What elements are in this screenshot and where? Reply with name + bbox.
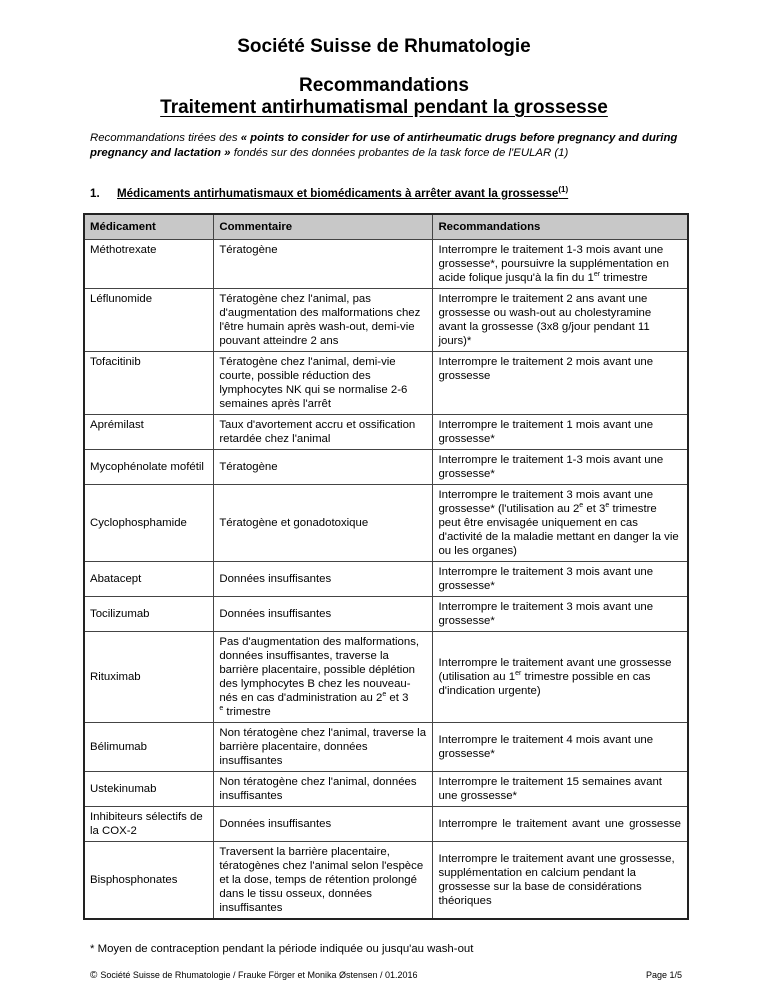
table-row: [84, 415, 688, 450]
table-row: [84, 632, 688, 723]
comment-cell: Tératogène: [214, 450, 433, 485]
drug-cell: Tocilizumab: [84, 597, 214, 632]
comment-text-mid: et 3: [386, 692, 409, 704]
recommendation-cell: [433, 632, 688, 723]
rec-sup: er: [515, 670, 522, 678]
recommendation-cell: Interrompre le traitement 2 ans avant une grossesse ou wash-out au cholestyramine avant la grossesse (3x8 g/jour pendant 11 jours)*: [433, 289, 688, 352]
comment-text: Pas d'augmentation des malformations, données insuffisantes, traverse la barrière placentaire, possible déplétion des lymphocytes B chez les nouveau-nés en cas d'administration au 2: [219, 636, 420, 704]
comment-cell: Traversent la barrière placentaire, tératogènes chez l'animal selon l'espèce et la dose, temps de rétention prolongé dans le tissu osseux, données insuffisantes: [214, 842, 433, 920]
copyright-icon: ©: [90, 970, 98, 981]
drug-cell: Tofacitinib: [84, 352, 214, 415]
rec-text-after: trimestre possible en cas d'indication urgente): [438, 671, 651, 697]
document-title: [0, 75, 768, 119]
rec-sup: er: [593, 271, 601, 279]
drug-cell: Bisphosphonates: [84, 842, 214, 920]
recommendation-cell: Interrompre le traitement avant une grossesse, supplémentation en calcium pendant la grossesse sur la base de considérations théoriques: [433, 842, 688, 920]
footer-credit: Société Suisse de Rhumatologie / Frauke Förger et Monika Østensen / 01.2016: [100, 970, 418, 980]
rec-sup-2: e: [605, 502, 610, 510]
comment-cell: Tératogène chez l'animal, demi-vie courte, possible réduction des lymphocytes NK qui se normalise 2-6 semaines après l'arrêt: [214, 352, 433, 415]
comment-text-after: trimestre: [223, 706, 271, 718]
rec-text: Interrompre le traitement avant une grossesse (utilisation au 1: [438, 657, 672, 683]
table-row: [84, 807, 688, 842]
rec-sup: e: [579, 502, 584, 510]
recommendation-cell: Interrompre le traitement 2 mois avant une grossesse: [433, 352, 688, 415]
comment-cell: Non tératogène chez l'animal, traverse la barrière placentaire, données insuffisantes: [214, 723, 433, 772]
drug-cell: Rituximab: [84, 632, 214, 723]
intro-prefix: Recommandations tirées des: [90, 132, 241, 144]
section-number: 1.: [90, 187, 100, 200]
rec-text: Interrompre le traitement 1-3 mois avant une grossesse*, poursuivre la supplémentation en acide folique jusqu'à la fin du 1: [438, 244, 669, 284]
comment-cell: [214, 632, 433, 723]
table-row: [84, 240, 688, 289]
recommendation-cell: [433, 485, 688, 562]
title-line-1: Recommandations: [299, 75, 469, 96]
recommendation-cell: Interrompre le traitement 1-3 mois avant une grossesse*: [433, 450, 688, 485]
table-row: [84, 352, 688, 415]
intro-paragraph: [90, 131, 690, 161]
drug-cell: Léflunomide: [84, 289, 214, 352]
table-header-row: [84, 214, 688, 240]
column-header-comment: Commentaire: [214, 214, 433, 240]
society-title: Société Suisse de Rhumatologie: [237, 36, 531, 57]
drug-cell: Ustekinumab: [84, 772, 214, 807]
table-row: [84, 772, 688, 807]
comment-cell: Tératogène et gonadotoxique: [214, 485, 433, 562]
intro-bold: « points to consider for use of antirheumatic drugs before pregnancy and during pregnancy and lactation »: [90, 132, 678, 159]
table-row: [84, 597, 688, 632]
comment-cell: Données insuffisantes: [214, 807, 433, 842]
intro-suffix: fondés sur des données probantes de la task force de l'EULAR (1): [230, 147, 569, 159]
title-line-2: Traitement antirhumatismal pendant la grossesse: [160, 97, 608, 118]
table-row: [84, 723, 688, 772]
recommendation-cell: Interrompre le traitement 15 semaines avant une grossesse*: [433, 772, 688, 807]
recommendation-cell: Interrompre le traitement 1 mois avant une grossesse*: [433, 415, 688, 450]
recommendation-cell: Interrompre le traitement avant une grossesse: [433, 807, 688, 842]
table-row: [84, 450, 688, 485]
drug-cell: Aprémilast: [84, 415, 214, 450]
table-row: [84, 485, 688, 562]
comment-cell: Tératogène chez l'animal, pas d'augmentation des malformations chez l'être humain après wash-out, demi-vie pouvant atteindre 2 ans: [214, 289, 433, 352]
recommendation-cell: Interrompre le traitement 4 mois avant une grossesse*: [433, 723, 688, 772]
comment-cell: Non tératogène chez l'animal, données insuffisantes: [214, 772, 433, 807]
footer-left: [90, 970, 418, 981]
section-title: [117, 187, 568, 200]
drug-cell: Cyclophosphamide: [84, 485, 214, 562]
drug-cell: Mycophénolate mofétil: [84, 450, 214, 485]
rec-text-mid: et 3: [583, 503, 606, 515]
comment-cell: Données insuffisantes: [214, 562, 433, 597]
comment-sup: e: [382, 691, 387, 699]
drug-cell: Abatacept: [84, 562, 214, 597]
comment-cell: Tératogène: [214, 240, 433, 289]
footnote: * Moyen de contraception pendant la période indiquée ou jusqu'au wash-out: [90, 943, 474, 955]
recommendation-cell: Interrompre le traitement 3 mois avant une grossesse*: [433, 562, 688, 597]
column-header-drug: Médicament: [84, 214, 214, 240]
comment-cell: Taux d'avortement accru et ossification retardée chez l'animal: [214, 415, 433, 450]
drug-cell: Méthotrexate: [84, 240, 214, 289]
rec-text-after: trimestre peut être envisagée uniquement en cas d'activité de la maladie mettant en danger la vie ou les organes): [438, 503, 679, 557]
table-row: [84, 842, 688, 920]
column-header-recommendation: Recommandations: [433, 214, 688, 240]
drug-cell: Bélimumab: [84, 723, 214, 772]
table-row: [84, 289, 688, 352]
recommendation-cell: Interrompre le traitement 3 mois avant une grossesse*: [433, 597, 688, 632]
comment-cell: Données insuffisantes: [214, 597, 433, 632]
drug-table: [83, 213, 689, 920]
table-row: [84, 562, 688, 597]
recommendation-cell: [433, 240, 688, 289]
section-ref: (1): [558, 185, 569, 195]
page-number: Page 1/5: [645, 970, 682, 980]
rec-text-after: trimestre: [600, 272, 648, 284]
section-title-text: Médicaments antirhumatismaux et biomédicaments à arrêter avant la grossesse: [117, 187, 559, 200]
comment-sup-2: e: [219, 705, 224, 713]
rec-text: Interrompre le traitement 3 mois avant une grossesse* (l'utilisation au 2: [438, 489, 654, 515]
drug-cell: Inhibiteurs sélectifs de la COX-2: [84, 807, 214, 842]
